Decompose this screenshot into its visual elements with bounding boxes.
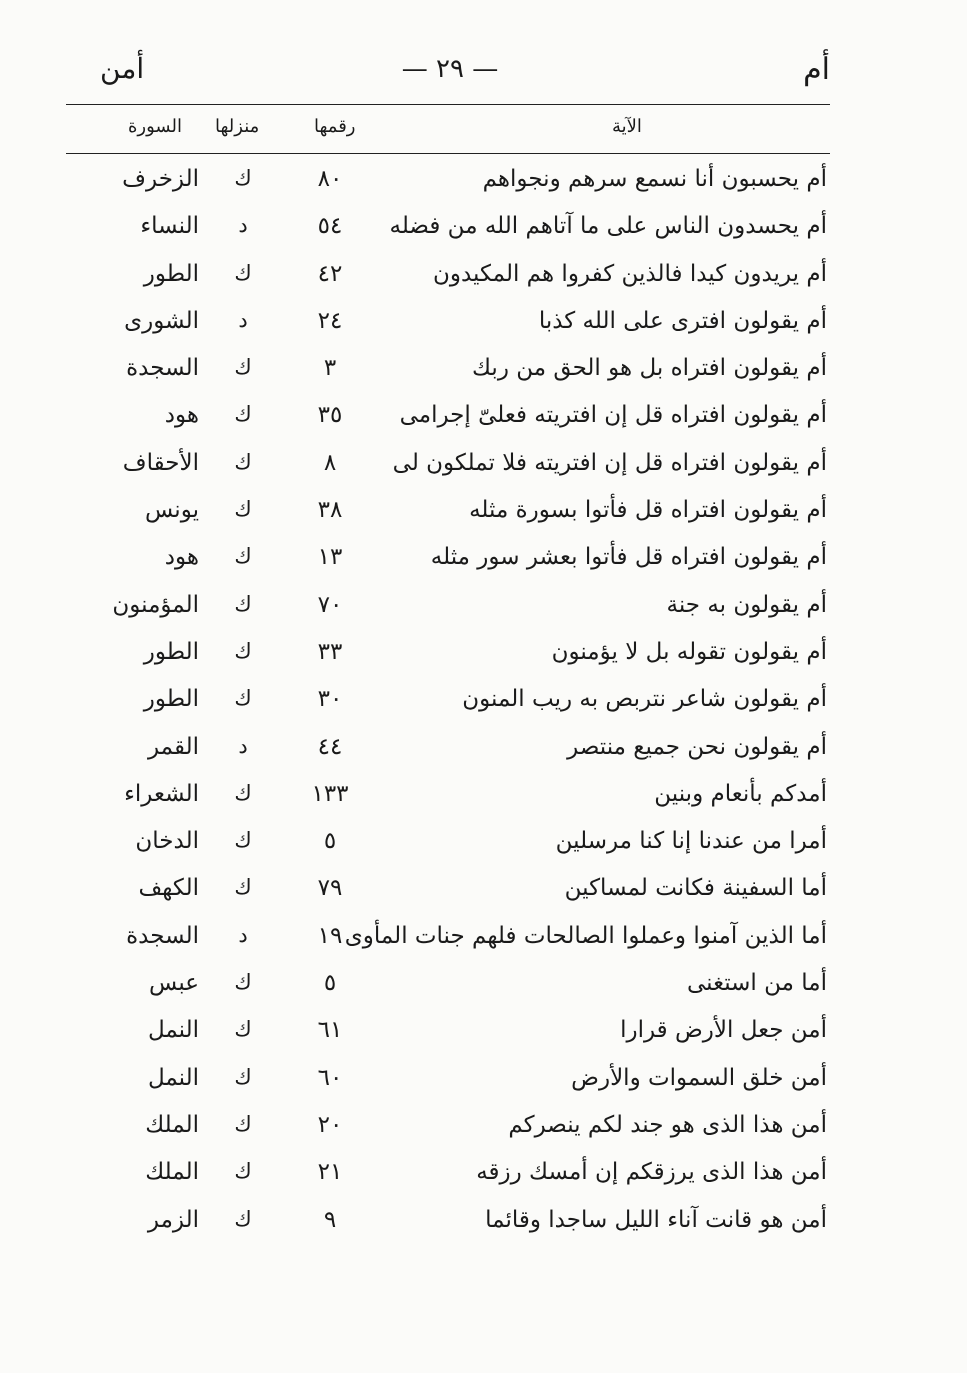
page-number: — ٢٩ —	[401, 54, 499, 84]
revelation-place: ك	[234, 166, 252, 190]
table-row	[0, 162, 967, 209]
aya-number: ٩	[323, 1206, 337, 1233]
aya-number: ٢١	[317, 1159, 343, 1186]
aya-number: ٢٠	[317, 1111, 343, 1138]
revelation-place: ك	[234, 402, 252, 427]
aya-number: ٣٨	[317, 497, 343, 524]
sura-name: النمل	[147, 1064, 199, 1091]
sura-name: النمل	[147, 1017, 199, 1044]
table-row	[0, 304, 967, 351]
sura-name: هود	[164, 544, 199, 571]
sura-name: الطور	[143, 638, 199, 665]
aya-text: أمن هو قانت آناء الليل ساجدا وقائما	[485, 1206, 827, 1233]
revelation-place: ك	[234, 1111, 252, 1136]
aya-text: أما من استغنى	[687, 970, 827, 997]
aya-text: أما الذين آمنوا وعملوا الصالحات فلهم جنات المأوى	[344, 922, 827, 949]
table-row	[0, 966, 967, 1013]
aya-text: أم يقولون تقوله بل لا يؤمنون	[551, 638, 827, 665]
aya-text: أمن خلق السموات والأرض	[571, 1064, 827, 1091]
aya-number: ١٩	[317, 922, 343, 949]
header-end-word: أمن	[100, 52, 145, 85]
aya-number: ٥٤	[317, 213, 343, 240]
revelation-place: ك	[234, 1159, 252, 1184]
sura-name: الزخرف	[122, 166, 199, 192]
sura-name: الزمر	[147, 1206, 199, 1233]
table-row	[0, 588, 967, 635]
aya-number: ٨	[323, 449, 337, 476]
revelation-place: د	[238, 213, 248, 238]
aya-number: ٥	[323, 828, 337, 855]
sura-name: المؤمنون	[112, 591, 199, 618]
aya-number: ٣٥	[317, 402, 343, 429]
table-row	[0, 682, 967, 729]
aya-text: أمن جعل الأرض قرارا	[620, 1017, 827, 1044]
revelation-place: ك	[234, 638, 252, 663]
aya-text: أمن هذا الذى يرزقكم إن أمسك رزقه	[476, 1159, 827, 1186]
sura-name: الشورى	[124, 307, 199, 334]
table-row	[0, 777, 967, 824]
aya-number: ٥	[323, 970, 337, 997]
aya-number: ١٣	[317, 544, 343, 571]
aya-number: ٣٣	[317, 638, 343, 665]
aya-number: ٧٠	[317, 591, 343, 618]
revelation-place: ك	[234, 449, 252, 474]
table-row	[0, 398, 967, 445]
revelation-place: ك	[234, 686, 252, 711]
aya-text: أم يقولون نحن جميع منتصر	[567, 733, 827, 760]
aya-text: أما السفينة فكانت لمساكين	[564, 875, 827, 902]
header-start-word: أم	[803, 52, 830, 87]
sura-name: الطور	[143, 686, 199, 713]
revelation-place: ك	[234, 1064, 252, 1089]
table-row	[0, 1013, 967, 1060]
aya-number: ٨٠	[317, 166, 343, 192]
revelation-place: ك	[234, 355, 252, 380]
aya-text: أم يقولون افتراه قل إن افتريته فلا تملكون لى	[392, 449, 827, 476]
revelation-place: د	[238, 307, 248, 332]
aya-number: ٢٤	[317, 307, 343, 334]
sura-name: القمر	[147, 733, 199, 760]
table-row	[0, 540, 967, 587]
aya-text: أم يقولون افتراه قل فأتوا بعشر سور مثله	[430, 544, 827, 571]
column-header-rule	[66, 153, 830, 154]
revelation-place: ك	[234, 544, 252, 569]
revelation-place: ك	[234, 1017, 252, 1042]
sura-name: الكهف	[138, 875, 199, 902]
header-rule	[66, 104, 830, 105]
sura-name: يونس	[144, 497, 199, 524]
column-headers	[0, 112, 967, 148]
sura-name: الشعراء	[124, 780, 199, 807]
sura-name: الملك	[145, 1111, 199, 1138]
sura-name: السجدة	[126, 922, 199, 949]
revelation-place: ك	[234, 970, 252, 995]
aya-number: ٧٩	[317, 875, 343, 902]
aya-text: أمن هذا الذى هو جند لكم ينصركم	[508, 1111, 827, 1138]
aya-number: ٦٠	[317, 1064, 343, 1091]
aya-text: أم يقولون افتراه قل إن افتريته فعلىّ إجرامى	[399, 402, 827, 429]
aya-number: ٣	[323, 355, 337, 382]
sura-name: الملك	[145, 1159, 199, 1186]
revelation-place: ك	[234, 828, 252, 853]
table-row	[0, 493, 967, 540]
table-row	[0, 1203, 967, 1250]
revelation-place: ك	[234, 780, 252, 805]
revelation-place: د	[238, 922, 248, 947]
sura-name: النساء	[140, 213, 199, 240]
sura-name: السجدة	[126, 355, 199, 382]
sura-name: الدخان	[135, 828, 199, 855]
column-header-sura: السورة	[128, 116, 182, 137]
column-header-number: رقمها	[314, 116, 356, 137]
aya-text: أم يقولون به جنة	[666, 591, 827, 618]
table-row	[0, 730, 967, 777]
aya-text: أم يحسبون أنا نسمع سرهم ونجواهم	[482, 166, 827, 192]
table-row	[0, 1155, 967, 1202]
aya-number: ٤٤	[317, 733, 343, 760]
table-row	[0, 871, 967, 918]
column-header-place: منزلها	[215, 116, 260, 137]
revelation-place: ك	[234, 1206, 252, 1231]
sura-name: الأحقاف	[122, 449, 199, 476]
table-row	[0, 1061, 967, 1108]
index-table	[0, 162, 967, 1250]
aya-text: أم يحسدون الناس على ما آتاهم الله من فضله	[389, 213, 827, 240]
revelation-place: ك	[234, 591, 252, 616]
aya-text: أم يقولون افتراه قل فأتوا بسورة مثله	[469, 497, 827, 524]
aya-text: أمدكم بأنعام وبنين	[654, 780, 827, 807]
aya-number: ٣٠	[317, 686, 343, 713]
revelation-place: ك	[234, 875, 252, 900]
table-row	[0, 257, 967, 304]
revelation-place: ك	[234, 260, 252, 285]
aya-text: أم يقولون شاعر نتربص به ريب المنون	[462, 686, 827, 713]
column-header-aya: الآية	[612, 116, 642, 137]
aya-number: ١٣٣	[311, 780, 349, 807]
aya-text: أمرا من عندنا إنا كنا مرسلين	[555, 828, 827, 855]
table-row	[0, 446, 967, 493]
sura-name: هود	[164, 402, 199, 429]
table-row	[0, 824, 967, 871]
aya-text: أم يقولون افترى على الله كذبا	[538, 307, 827, 334]
sura-name: الطور	[143, 260, 199, 287]
table-row	[0, 351, 967, 398]
table-row	[0, 635, 967, 682]
sura-name: عبس	[149, 970, 199, 997]
aya-text: أم يريدون كيدا فالذين كفروا هم المكيدون	[432, 260, 827, 287]
aya-number: ٤٢	[317, 260, 343, 287]
aya-number: ٦١	[317, 1017, 343, 1044]
table-row	[0, 209, 967, 256]
revelation-place: د	[238, 733, 248, 758]
revelation-place: ك	[234, 497, 252, 522]
table-row	[0, 919, 967, 966]
aya-text: أم يقولون افتراه بل هو الحق من ربك	[472, 355, 827, 382]
running-header	[60, 52, 840, 96]
table-row	[0, 1108, 967, 1155]
